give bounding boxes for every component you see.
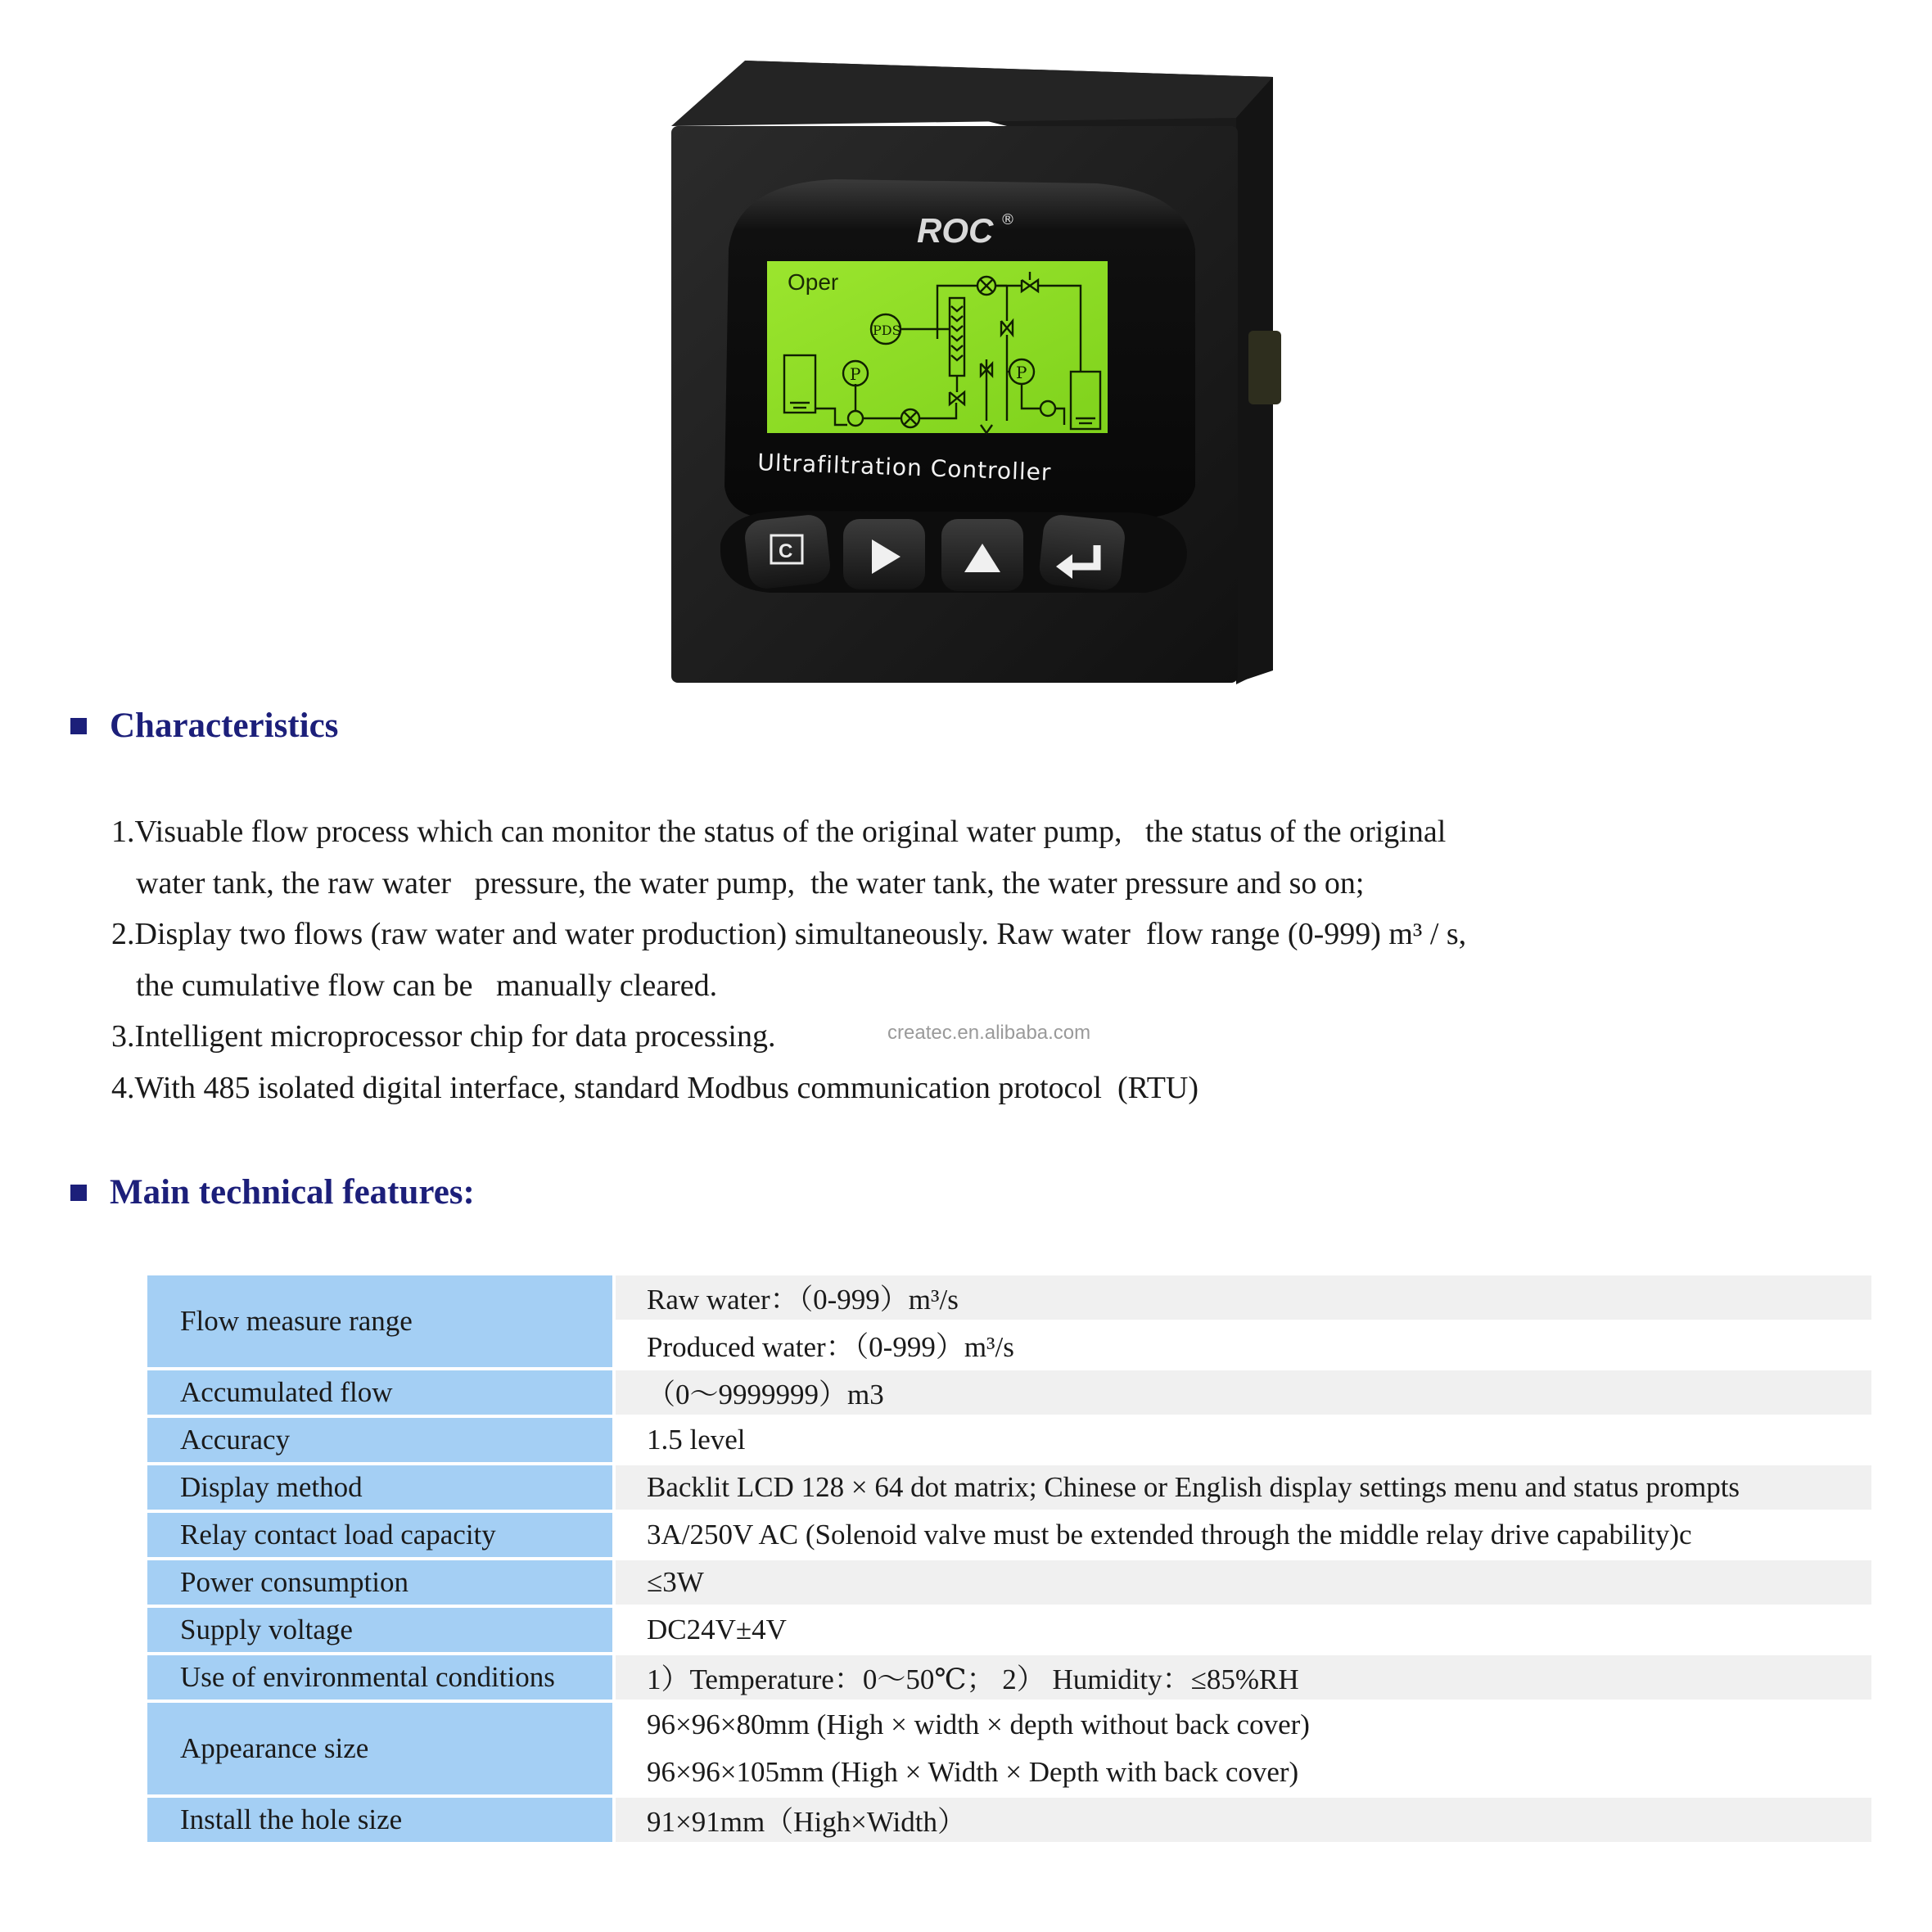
spec-label-hole: Install the hole size [147, 1798, 612, 1842]
characteristic-line: water tank, the raw water pressure, the water pump, the water tank, the water pressure and so on; [136, 865, 1365, 901]
table-row [147, 1560, 1871, 1605]
svg-text:PDS: PDS [873, 323, 901, 338]
spec-value-accuracy: 1.5 level [616, 1418, 1871, 1462]
spec-label-accuracy: Accuracy [147, 1418, 612, 1462]
spec-label-flow: Flow measure range [147, 1275, 612, 1367]
side-clip [1248, 331, 1281, 404]
spec-value-power: ≤3W [616, 1560, 1871, 1605]
registered-mark: ® [1000, 211, 1015, 228]
table-row [147, 1513, 1871, 1557]
spec-value-flow-produced: Produced water：（0-999）m³/s [616, 1323, 1871, 1367]
spec-value-appearance-2: 96×96×105mm (High × Width × Depth with back cover) [616, 1750, 1871, 1794]
spec-value-supply: DC24V±4V [616, 1608, 1871, 1652]
spec-value-hole: 91×91mm（High×Width） [616, 1798, 1871, 1842]
spec-label-accumulated: Accumulated flow [147, 1370, 612, 1415]
heading-bullet-icon [70, 1185, 87, 1201]
spec-table [144, 1272, 1875, 1845]
characteristics-heading-text: Characteristics [110, 706, 339, 745]
table-row [147, 1275, 1871, 1320]
table-row [147, 1655, 1871, 1700]
main-features-heading [70, 1172, 475, 1212]
brand-logo: ROC [917, 211, 994, 250]
svg-text:P: P [850, 364, 861, 384]
watermark-text: createc.en.alibaba.com [887, 1022, 1091, 1044]
spec-value-relay: 3A/250V AC (Solenoid valve must be extended through the middle relay drive capability)c [616, 1513, 1871, 1557]
svg-text:P: P [1016, 363, 1027, 382]
heading-bullet-icon [70, 718, 87, 734]
characteristic-line: 2.Display two flows (raw water and water production) simultaneously. Raw water flow range (0-999) m³ / s, [111, 917, 1467, 951]
spec-label-supply: Supply voltage [147, 1608, 612, 1652]
spec-label-power: Power consumption [147, 1560, 612, 1605]
spec-value-flow-raw: Raw water：（0-999）m³/s [616, 1275, 1871, 1320]
clear-icon-glyph: C [779, 540, 793, 562]
table-row [147, 1418, 1871, 1462]
characteristic-line: 4.With 485 isolated digital interface, standard Modbus communication protocol (RTU) [111, 1070, 1198, 1105]
characteristic-line: 1.Visuable flow process which can monitor the status of the original water pump, the status of the original [111, 815, 1447, 849]
table-row [147, 1465, 1871, 1510]
spec-value-environment: 1）Temperature：0～50℃； 2） Humidity：≤85%RH [616, 1655, 1871, 1700]
table-row [147, 1703, 1871, 1747]
spec-label-relay: Relay contact load capacity [147, 1513, 612, 1557]
main-features-heading-text: Main technical features: [110, 1173, 475, 1212]
key-clear-button[interactable] [743, 513, 832, 590]
table-row [147, 1370, 1871, 1415]
spec-label-display: Display method [147, 1465, 612, 1510]
key-enter-button[interactable] [1038, 513, 1126, 592]
panel-title: Ultrafiltration Controller [756, 449, 1052, 486]
characteristics-list [111, 806, 1830, 1113]
spec-value-display: Backlit LCD 128 × 64 dot matrix; Chinese or English display settings menu and status prompts [616, 1465, 1871, 1510]
characteristic-line: the cumulative flow can be manually cleared. [136, 968, 718, 1003]
table-row [147, 1798, 1871, 1842]
spec-value-accumulated: （0～9999999）m3 [616, 1370, 1871, 1415]
spec-value-appearance-1: 96×96×80mm (High × width × depth without back cover) [616, 1703, 1871, 1747]
lcd-mode-label: Oper [788, 269, 839, 295]
characteristics-heading [70, 706, 338, 746]
spec-label-environment: Use of environmental conditions [147, 1655, 612, 1700]
key-right-button[interactable] [843, 519, 925, 589]
key-up-button[interactable] [941, 519, 1023, 591]
characteristic-line: 3.Intelligent microprocessor chip for data processing. [111, 1019, 776, 1054]
table-row [147, 1608, 1871, 1652]
spec-label-appearance: Appearance size [147, 1703, 612, 1794]
controller-device-photo [671, 61, 1285, 684]
